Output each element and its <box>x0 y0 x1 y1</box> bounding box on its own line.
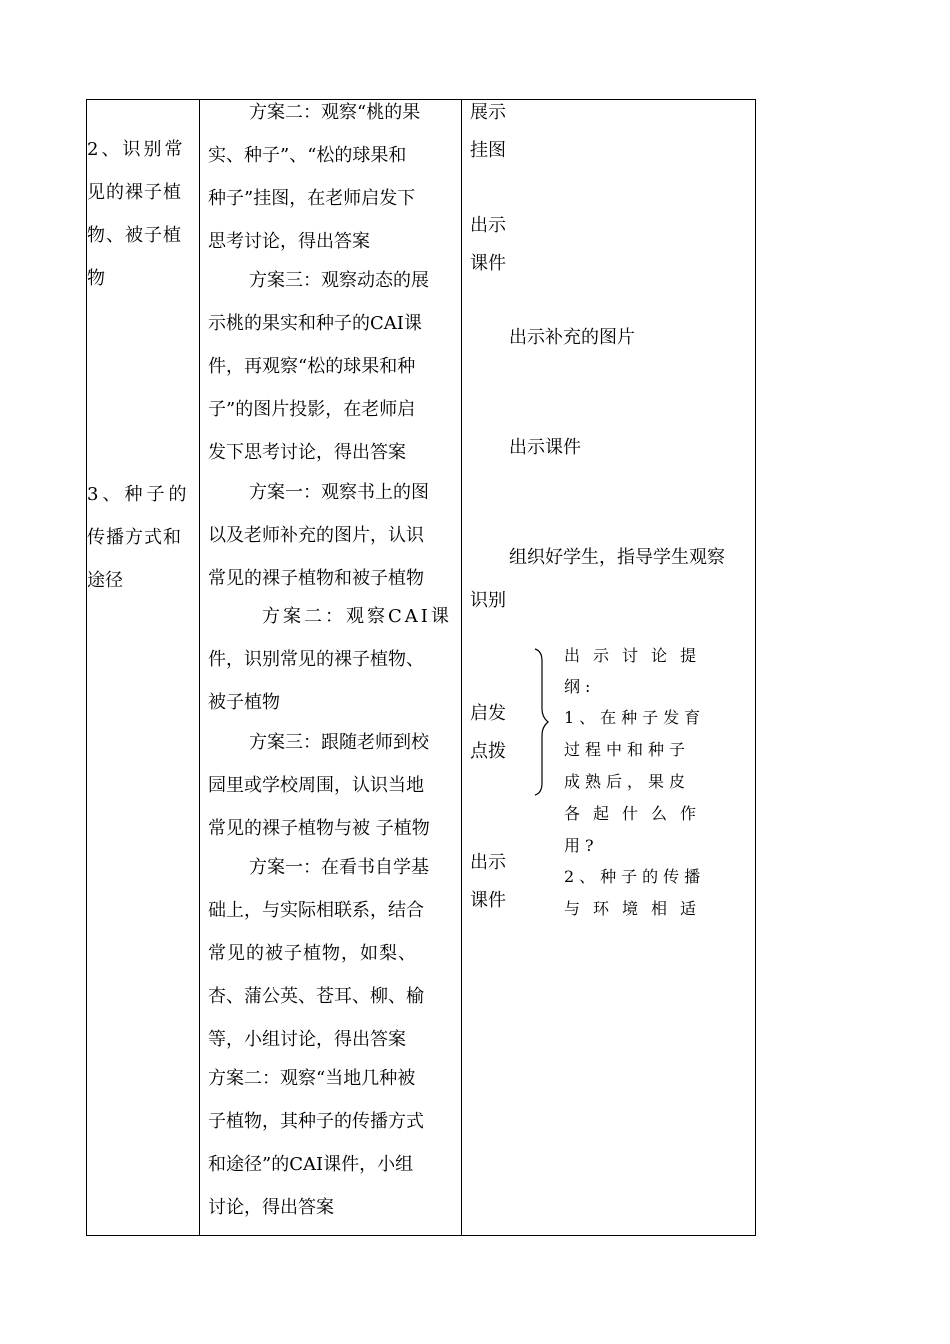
teacher-line: 课件 <box>470 253 506 274</box>
activity-line: 以及老师补充的图片，认识 <box>208 525 424 546</box>
teacher-line: 识别 <box>470 590 506 611</box>
activity-line: 常见的裸子植物与被 子植物 <box>208 818 430 839</box>
topic-line: 传播方式和 <box>87 527 182 548</box>
outline-line: 各起什么作 <box>564 804 710 823</box>
outline-line: 过程中和种子 <box>564 740 691 759</box>
topic-line: 见的裸子植 <box>87 182 182 203</box>
activity-line: 园里或学校周围，认识当地 <box>208 775 424 796</box>
outline-line: 成熟后，果皮 <box>564 772 691 791</box>
teacher-line: 出示补充的图片 <box>509 327 635 348</box>
activity-line: 常见的被子植物，如梨、 <box>208 943 417 964</box>
activity-line: 和途径”的CAI课件，小组 <box>208 1154 414 1175</box>
activity-line: 方案二：观察“桃的果 <box>249 102 421 123</box>
activity-line: 思考讨论，得出答案 <box>208 231 370 252</box>
teacher-line: 点拨 <box>470 741 506 762</box>
activity-line: 件，再观察“松的球果和种 <box>208 356 416 377</box>
activity-line: 被子植物 <box>208 692 280 713</box>
teacher-line: 出示课件 <box>509 437 581 458</box>
activity-line: 常见的裸子植物和被子植物 <box>208 568 424 589</box>
outline-line: 1、在种子发育 <box>564 708 706 727</box>
teacher-line: 展示 <box>470 102 506 123</box>
teacher-line: 挂图 <box>470 140 506 161</box>
activity-line: 方案二：观察CAI课 <box>262 606 452 627</box>
teacher-line: 组织好学生，指导学生观察 <box>509 547 725 568</box>
activity-line: 方案一：观察书上的图 <box>249 482 429 503</box>
teacher-line: 课件 <box>470 890 506 911</box>
activity-line: 子”的图片投影，在老师启 <box>208 399 416 420</box>
topic-line: 2、识别常 <box>87 139 186 160</box>
activity-line: 子植物，其种子的传播方式 <box>208 1111 424 1132</box>
activity-line: 示桃的果实和种子的CAI课 <box>208 313 422 334</box>
topic-line: 物 <box>87 268 105 289</box>
activity-line: 杏、蒲公英、苍耳、柳、榆 <box>208 986 424 1007</box>
teacher-line: 出示 <box>470 215 506 236</box>
teacher-line: 出示 <box>470 852 506 873</box>
curly-brace-icon <box>532 647 552 797</box>
teacher-line: 启发 <box>470 703 506 724</box>
activity-line: 方案一：在看书自学基 <box>249 857 429 878</box>
column-divider <box>461 100 462 1235</box>
activity-line: 础上，与实际相联系，结合 <box>208 900 424 921</box>
topic-line: 物、被子植 <box>87 225 182 246</box>
outline-line: 与环境相适 <box>564 899 710 918</box>
outline-line: 出示讨论提 <box>564 646 710 665</box>
activity-line: 方案二：观察“当地几种被 <box>208 1068 416 1089</box>
activity-line: 实、种子”、“松的球果和 <box>208 145 407 166</box>
activity-line: 发下思考讨论，得出答案 <box>208 442 406 463</box>
topic-line: 途径 <box>87 570 123 591</box>
outline-line: 纲: <box>564 677 596 696</box>
activity-line: 方案三：跟随老师到校 <box>249 732 429 753</box>
column-divider <box>199 100 200 1235</box>
activity-line: 件，识别常见的裸子植物、 <box>208 649 424 670</box>
activity-line: 方案三：观察动态的展 <box>249 270 429 291</box>
outline-line: 用? <box>564 836 599 855</box>
activity-line: 种子”挂图，在老师启发下 <box>208 188 416 209</box>
activity-line: 讨论，得出答案 <box>208 1197 334 1218</box>
activity-line: 等，小组讨论，得出答案 <box>208 1029 406 1050</box>
topic-line: 3、种子的 <box>87 484 191 505</box>
outline-line: 2、种子的传播 <box>564 867 706 886</box>
